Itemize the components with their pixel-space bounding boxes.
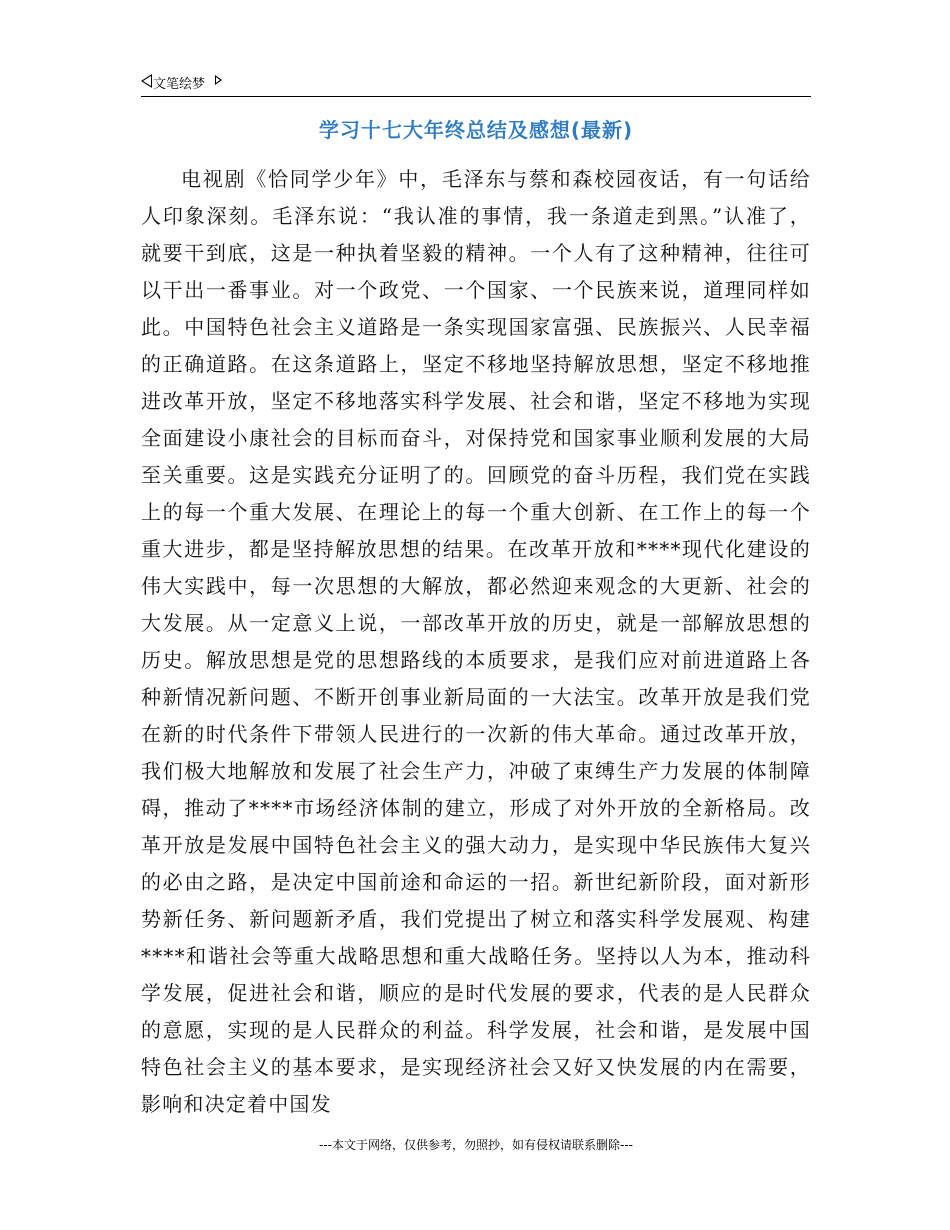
right-triangle-icon — [215, 75, 222, 85]
header-brand: 文笔绘梦 — [153, 77, 206, 92]
page-header — [141, 72, 811, 97]
left-triangle-icon — [141, 74, 152, 88]
document-title: 学习十七大年终总结及感想(最新) — [318, 118, 634, 142]
document-body: 电视剧《恰同学少年》中，毛泽东与蔡和森校园夜话，有一句话给人印象深刻。毛泽东说：“我认准的事情，我一条道走到黑。”认准了，就要干到底，这是一种执着坚毅的精神。一个人有了这种精神，往往可以干出一番事业。对一个政党、一个国家、一个民族来说，道理同样如此。中国特色社会主义道路是一条实现国家富强、民族振兴、人民幸福的正确道路。在这条道路上，坚定不移地坚持解放思想，坚定不移地推进改革开放，坚定不移地落实科学发展、社会和谐，坚定不移地为实现全面建设小康社会的目标而奋斗，对保持党和国家事业顺利发展的大局至关重要。这是实践充分证明了的。回顾党的奋斗历程，我们党在实践上的每一个重大发展、在理论上的每一个重大创新、在工作上的每一个重大进步，都是坚持解放思想的结果。在改革开放和****现代化建设的伟大实践中，每一次思想的大解放，都必然迎来观念的大更新、社会的大发展。从一定意义上说，一部改革开放的历史，就是一部解放思想的历史。解放思想是党的思想路线的本质要求，是我们应对前进道路上各种新情况新问题、不断开创事业新局面的一大法宝。改革开放是我们党在新的时代条件下带领人民进行的一次新的伟大革命。通过改革开放，我们极大地解放和发展了社会生产力，冲破了束缚生产力发展的体制障碍，推动了****市场经济体制的建立，形成了对外开放的全新格局。改革开放是发展中国特色社会主义的强大动力，是实现中华民族伟大复兴的必由之路，是决定中国前途和命运的一招。新世纪新阶段，面对新形势新任务、新问题新矛盾，我们党提出了树立和落实科学发展观、构建****和谐社会等重大战略思想和重大战略任务。坚持以人为本，推动科学发展，促进社会和谐，顺应的是时代发展的要求，代表的是人民群众的意愿，实现的是人民群众的利益。科学发展，社会和谐，是发展中国特色社会主义的基本要求，是实现经济社会又好又快发展的内在需要，影响和决定着中国发 — [141, 167, 811, 1116]
footer-notice: ---本文于网络，仅供参考，勿照抄，如有侵权请联系删除--- — [319, 1138, 633, 1152]
